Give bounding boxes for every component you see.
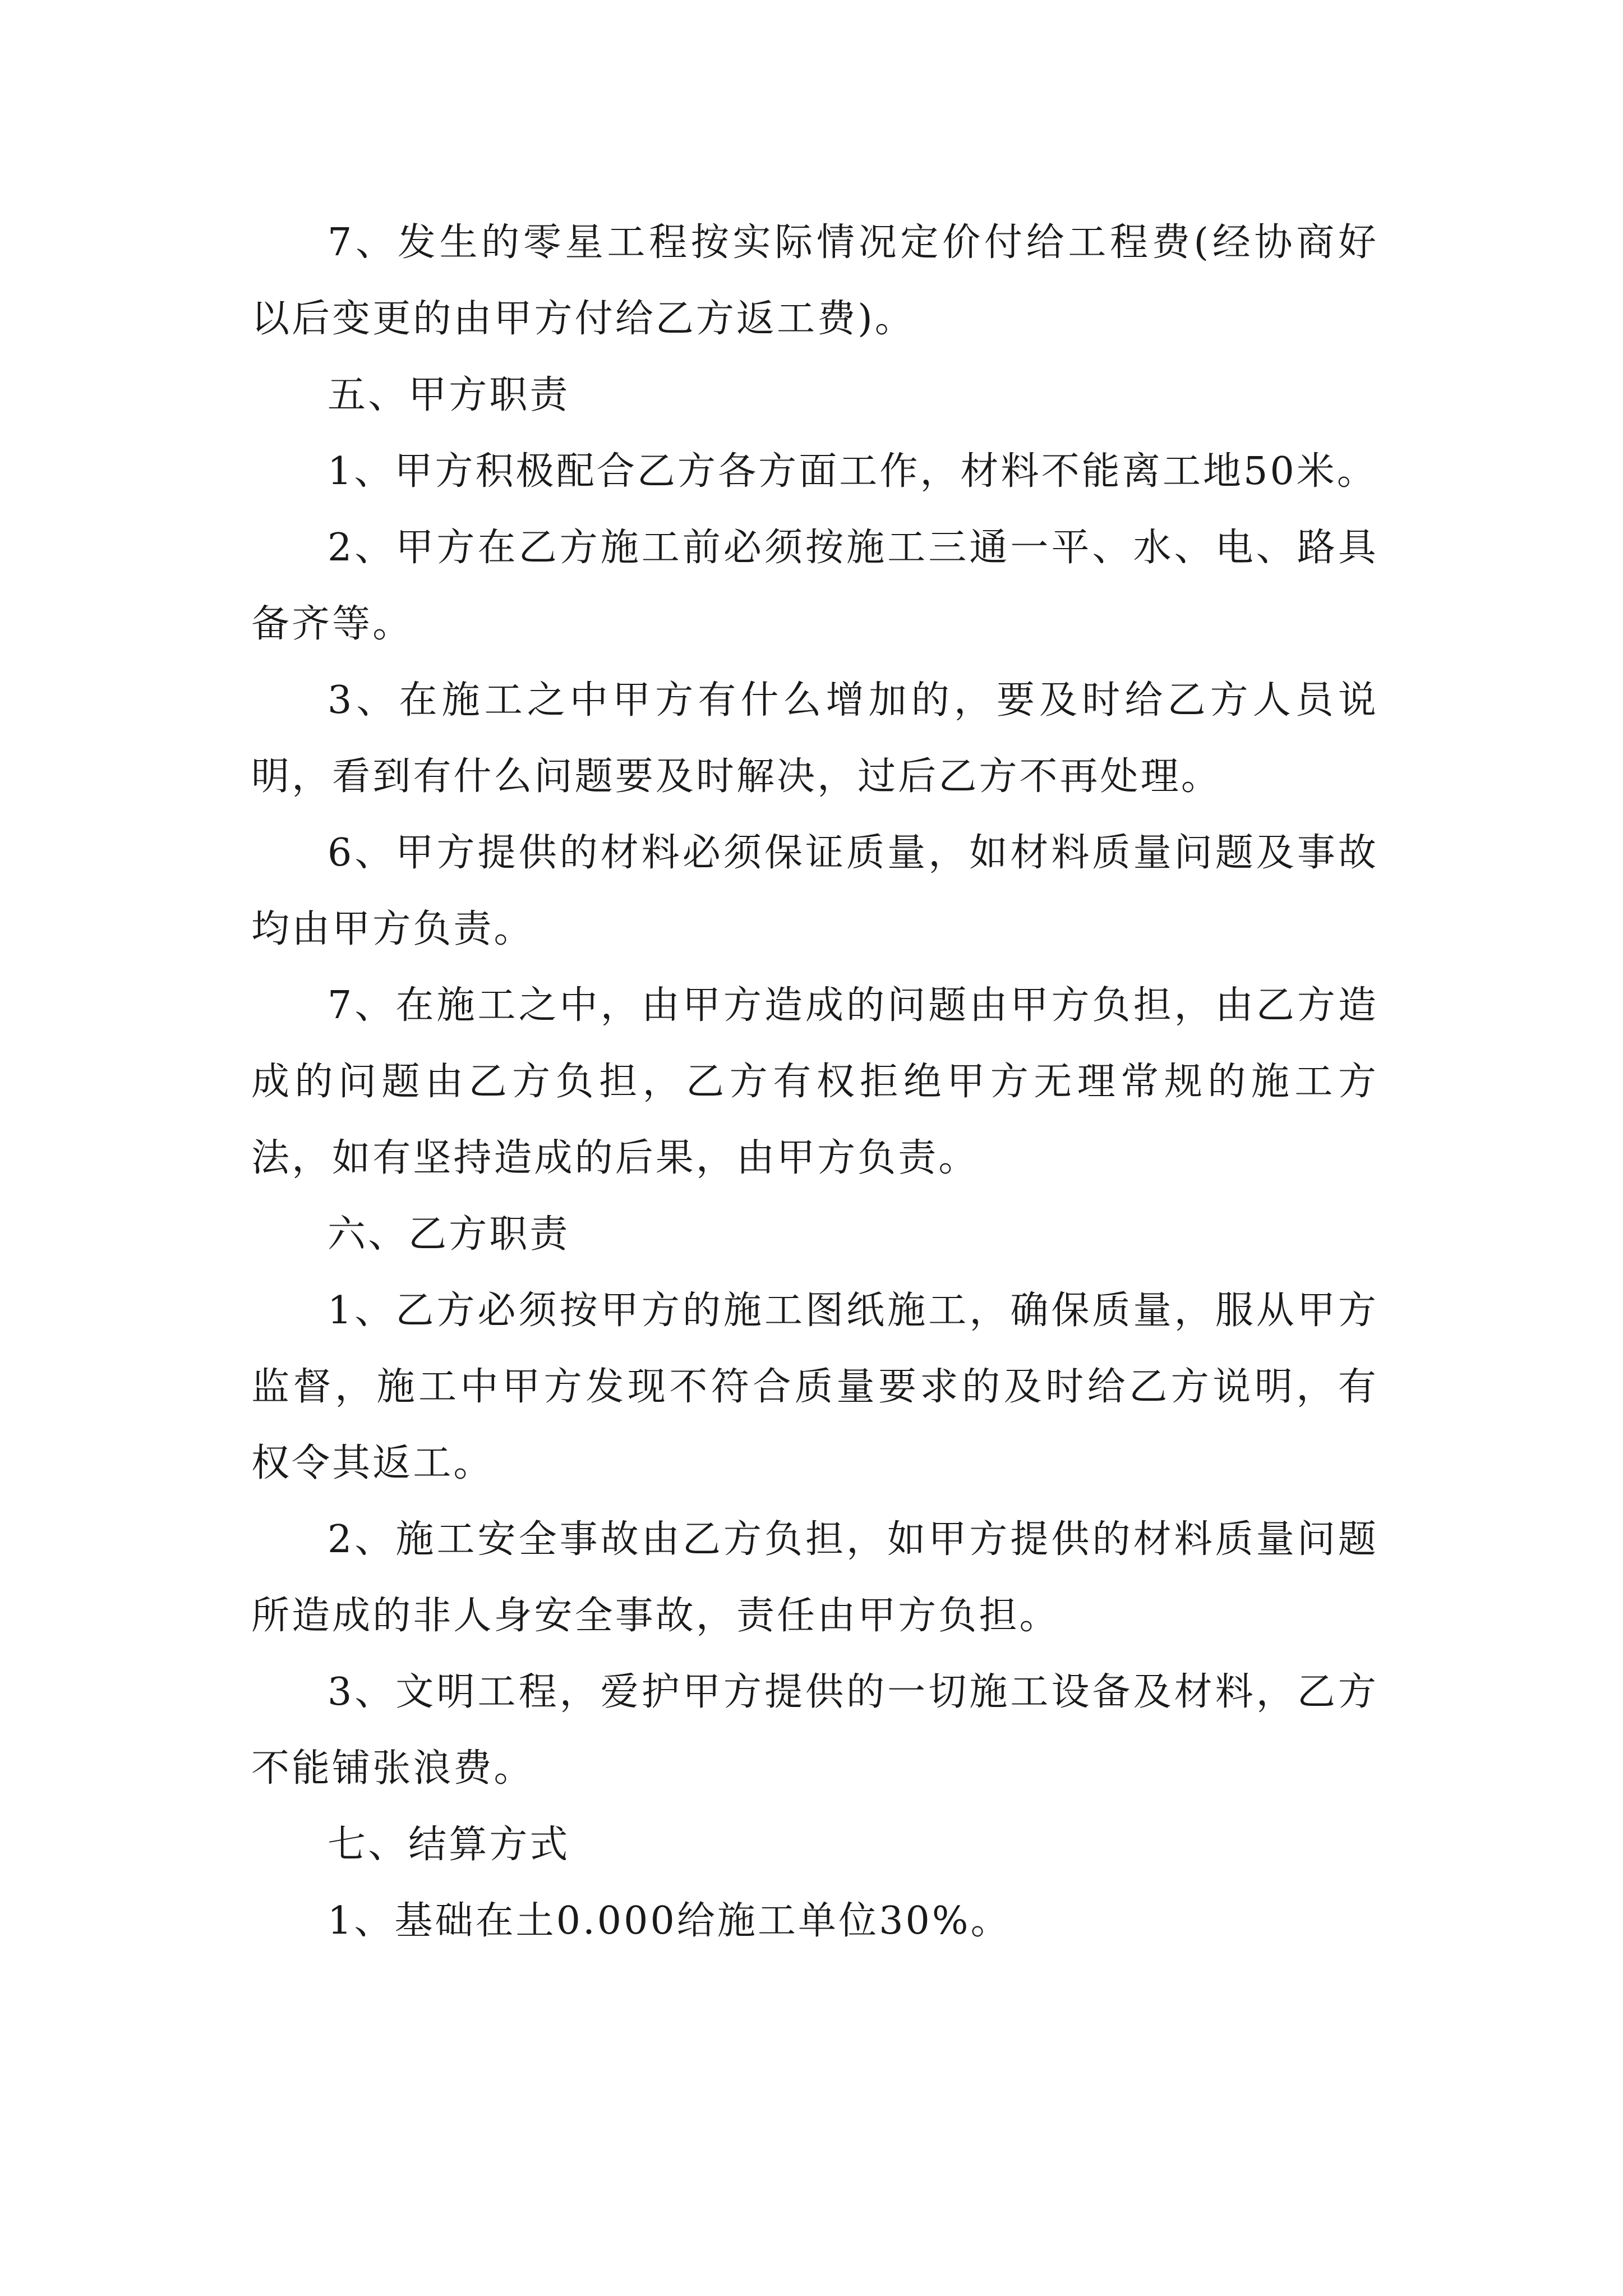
paragraph-party-a-duty-3: 3、在施工之中甲方有什么增加的，要及时给乙方人员说明，看到有什么问题要及时解决，过后乙方不再处理。 xyxy=(251,678,1378,799)
section-heading-party-b-duties: 六、乙方职责 xyxy=(328,1212,570,1257)
section-heading-party-a-duties: 五、甲方职责 xyxy=(328,373,570,417)
paragraph-item-7-misc-work: 7、发生的零星工程按实际情况定价付给工程费(经协商好以后变更的由甲方付给乙方返工费)。 xyxy=(251,220,1378,341)
paragraph-party-b-duty-1: 1、乙方必须按甲方的施工图纸施工，确保质量，服从甲方监督，施工中甲方发现不符合质量要求的及时给乙方说明，有权令其返工。 xyxy=(251,1289,1378,1485)
paragraph-party-b-duty-3: 3、文明工程，爱护甲方提供的一切施工设备及材料，乙方不能铺张浪费。 xyxy=(251,1670,1378,1791)
section-heading-settlement: 七、结算方式 xyxy=(328,1823,570,1867)
paragraph-party-b-duty-2: 2、施工安全事故由乙方负担，如甲方提供的材料质量问题所造成的非人身安全事故，责任由甲方负担。 xyxy=(251,1517,1378,1638)
paragraph-settlement-1: 1、基础在土0.000给施工单位30%。 xyxy=(328,1899,1011,1943)
paragraph-party-a-duty-2: 2、甲方在乙方施工前必须按施工三通一平、水、电、路具备齐等。 xyxy=(251,526,1378,646)
paragraph-party-a-duty-1: 1、甲方积极配合乙方各方面工作，材料不能离工地50米。 xyxy=(328,449,1377,494)
paragraph-party-a-duty-6: 6、甲方提供的材料必须保证质量，如材料质量问题及事故均由甲方负责。 xyxy=(251,831,1378,951)
paragraph-party-a-duty-7: 7、在施工之中，由甲方造成的问题由甲方负担，由乙方造成的问题由乙方负担，乙方有权拒绝甲方无理常规的施工方法，如有坚持造成的后果，由甲方负责。 xyxy=(251,983,1378,1180)
document-body xyxy=(251,205,1378,1959)
